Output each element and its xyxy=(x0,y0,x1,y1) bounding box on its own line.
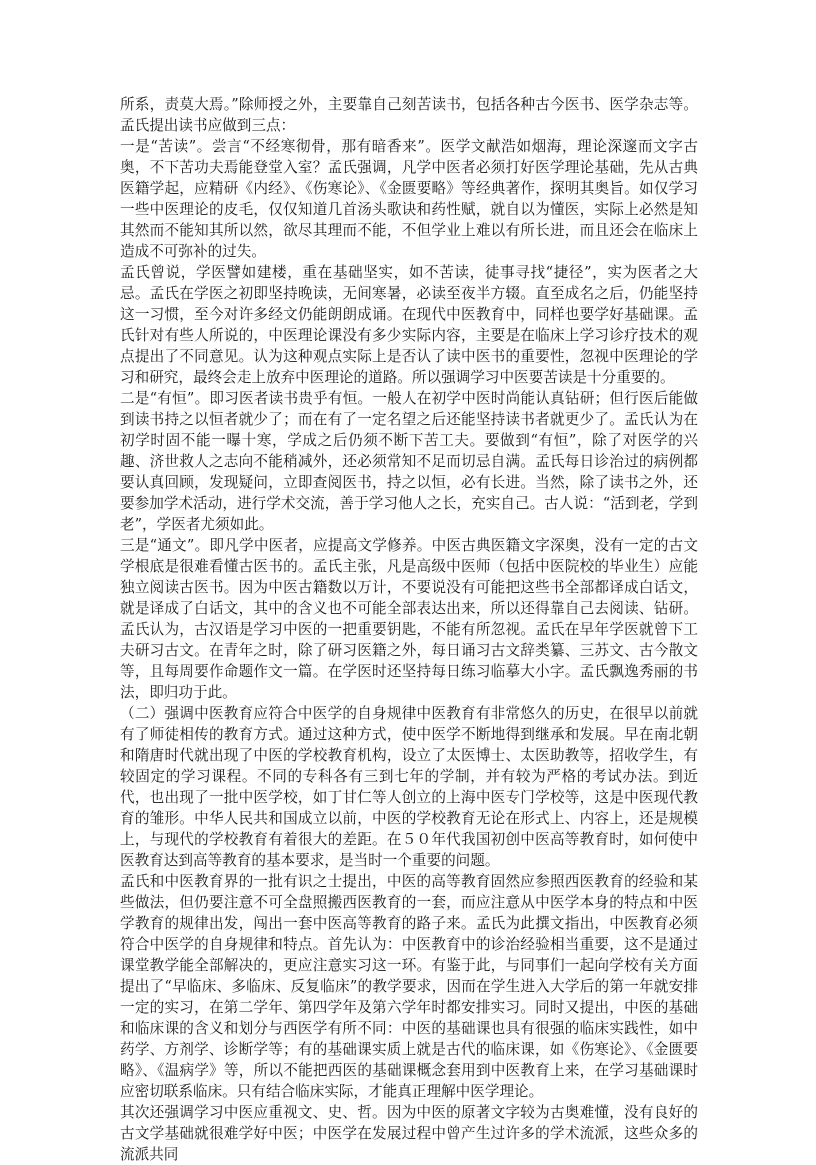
paragraph-perseverance: 二是“有恒”。即习医者读书贵乎有恒。一般人在初学中医时尚能认真钻研；但行医后能做到读书持之以恒者就少了；而在有了一定名望之后还能坚持读书者就更少了。孟氏认为在初学时固不能一曝十寒，学成之后仍须不断下苦工夫。要做到“有恒”，除了对医学的兴趣、济世救人之志向不能稍减外，还必须常知不足而切忌自满。孟氏每日诊治过的病例都要认真回顾，发现疑问，立即查阅医书，持之以恒，必有长进。当然，除了读书之外，还要参加学术活动，进行学术交流，善于学习他人之长，充实自己。古人说：“活到老，学到老”，学医者尤须如此。 xyxy=(120,390,698,533)
paragraph-humanities: 其次还强调学习中医应重视文、史、哲。因为中医的原著文字较为古奥难懂，没有良好的古文学基础就很难学好中医；中医学在发展过程中曾产生过许多的学术流派，这些众多的流派共同 xyxy=(120,1104,698,1163)
document-page xyxy=(120,94,698,1165)
paragraph-education-history: （二）强调中医教育应符合中医学的自身规律中医教育有非常悠久的历史，在很早以前就有了师徒相传的教育方式。通过这种方式，使中医学不断地得到继承和发展。早在南北朝和隋唐时代就出现了中医的学校教育机构，设立了太医博士、太医助教等，招收学生，有较固定的学习课程。不同的专科各有三到七年的学制，并有较为严格的考试办法。到近代，也出现了一批中医学校，如丁甘仁等人创立的上海中医专门学校等，这是中医现代教育的雏形。中华人民共和国成立以前，中医的学校教育无论在形式上、内容上，还是规模上，与现代的学校教育有着很大的差距。在５０年代我国初创中医高等教育时，如何使中医教育达到高等教育的基本要求，是当时一个重要的问题。 xyxy=(120,705,698,869)
paragraph-building-foundation: 孟氏曾说，学医譬如建楼，重在基础坚实，如不苦读，徒事寻找“捷径”，实为医者之大忌。孟氏在学医之初即坚持晚读，无间寒暑，必读至夜半方辍。直至成名之后，仍能坚持这一习惯，至今对许多经文仍能朗朗成诵。在现代中医教育中，同样也要学好基础课。孟氏针对有些人所说的，中医理论课没有多少实际内容，主要是在临床上学习诊疗技术的观点提出了不同意见。认为这种观点实际上是否认了读中医书的重要性，忽视中医理论的学习和研究，最终会走上放弃中医理论的道路。所以强调学习中医要苦读是十分重要的。 xyxy=(120,264,698,386)
paragraph-education-reform: 孟氏和中医教育界的一批有识之士提出，中医的高等教育固然应参照西医教育的经验和某些做法，但仍要注意不可全盘照搬西医教育的一套，而应注意从中医学本身的特点和中医学教育的规律出发，闯出一套中医高等教育的路子来。孟氏为此撰文指出，中医教育必须符合中医学的自身规律和特点。首先认为：中医教育中的诊治经验相当重要，这不是通过课堂教学能全部解决的，更应注意实习这一环。有鉴于此，与同事们一起向学校有关方面提出了“早临床、多临床、反复临床”的教学要求，因而在学生进入大学后的第一年就安排一定的实习，在第二学年、第四学年及第六学年时都安排实习。同时又提出，中医的基础和临床课的含义和划分与西医学有所不同：中医的基础课也具有很强的临床实践性，如中药学、方剂学、诊断学等；有的基础课实质上就是古代的临床课，如《伤寒论》、《金匮要略》、《温病学》等，所以不能把西医的基础课概念套用到中医教育上来，在学习基础课时应密切联系临床。只有结合临床实际，才能真正理解中医学理论。 xyxy=(120,873,698,1100)
paragraph-hard-reading: 一是“苦读”。尝言“不经寒彻骨，那有暗香来”。医学文献浩如烟海，理论深邃而文字古奥，不下苦功夫焉能登堂入室？孟氏强调，凡学中医者必须打好医学理论基础，先从古典医籍学起，应精研《内经》、《伤寒论》、《金匮要略》等经典著作，探明其奥旨。如仅学习一些中医理论的皮毛，仅仅知道几首汤头歌诀和药性赋，就自以为懂医，实际上必然是知其然而不能知其所以然，欲尽其理而不能，不但学业上难以有所长进，而且还会在临床上造成不可弥补的过失。 xyxy=(120,138,698,260)
paragraph-classical-literacy: 三是“通文”。即凡学中医者，应提高文学修养。中医古典医籍文字深奥，没有一定的古文学根底是很难看懂古医书的。孟氏主张，凡是高级中医师（包括中医院校的毕业生）应能独立阅读古医书。因为中医古籍数以万计，不要说没有可能把这些书全部都译成白话文，就是译成了白话文，其中的含义也不可能全部表达出来，所以还得靠自己去阅读、钻研。孟氏认为，古汉语是学习中医的一把重要钥匙，不能有所忽视。孟氏在早年学医就曾下工夫研习古文。在青年之时，除了研习医籍之外，每日诵习古文辞类纂、三苏文、古今散文等，且每周要作命题作文一篇。在学医时还坚持每日练习临摹大小字。孟氏飘逸秀丽的书法，即归功于此。 xyxy=(120,537,698,701)
paragraph-reading-intro: 所系，责莫大焉。”除师授之外，主要靠自己刻苦读书，包括各种古今医书、医学杂志等。孟氏提出读书应做到三点： xyxy=(120,96,698,134)
